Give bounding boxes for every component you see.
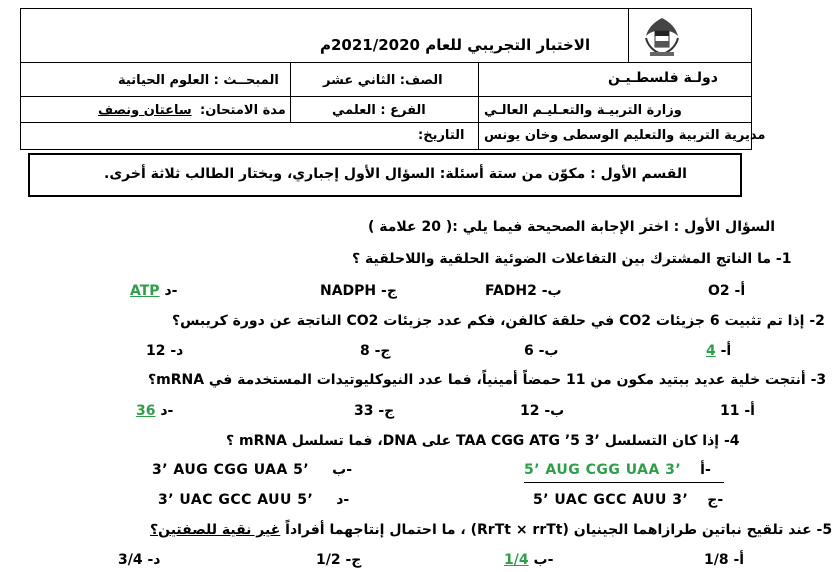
header-divider bbox=[478, 62, 479, 150]
option-b: 1/4 ب- bbox=[504, 552, 554, 568]
header-divider bbox=[20, 62, 752, 63]
grade: الصف: الثاني عشر bbox=[323, 73, 443, 88]
question-text: 4- إذا كان التسلسل ’3 TAA CGG ATG ’5 على DNA، فما تسلسل mRNA ؟ bbox=[226, 433, 740, 449]
question-text: 2- إذا تم تثبيت 6 جزيئات CO2 في حلقة كالفن، فكم عدد جزيئات CO2 الناتجة عن دورة كريبس؟ bbox=[172, 313, 825, 329]
option-d: 3’ UAC GCC AUU 5’ د- bbox=[158, 492, 350, 508]
option-a: 5’ AUG CGG UAA 3’ أ- bbox=[524, 462, 711, 478]
option-a: أ- 4 bbox=[706, 343, 732, 359]
option-b: ب- 6 bbox=[524, 343, 559, 359]
instructions-text: القسم الأول : مكوّن من ستة أسئلة: السؤال الأول إجباري، ويختار الطالب ثلاثة أخرى. bbox=[104, 166, 687, 182]
duration-label: مدة الامتحان: bbox=[200, 103, 286, 118]
option-a: أ- O2 bbox=[708, 283, 746, 299]
ministry-name: وزارة التربيـة والتعـليـم العالـي bbox=[484, 103, 682, 118]
underlined-phrase: غير نقية للصفتين؟ bbox=[150, 522, 281, 538]
option-c: ج- 8 bbox=[360, 343, 391, 359]
correct-answer: 36 bbox=[136, 403, 156, 419]
option-d: ATP د- bbox=[130, 283, 178, 299]
option-a: أ- 1/8 bbox=[704, 552, 745, 568]
option-c: ج- 33 bbox=[354, 403, 395, 419]
state-name: دولـة فلسطـيـن bbox=[608, 70, 718, 86]
directorate-name: مديرية التربية والتعليم الوسطى وخان يونس bbox=[484, 128, 766, 143]
header-divider bbox=[290, 62, 291, 122]
question-text: 5- عند تلقيح نباتين طرازاهما الجينيان (RrTt × rrTt) ، ما احتمال إنتاجهما أفراداً غير نقية للصفتين؟ bbox=[150, 522, 832, 538]
question-text: 1- ما الناتج المشترك بين التفاعلات الضوئية الحلقية واللاحلقية ؟ bbox=[352, 251, 792, 267]
branch: الفرع : العلمي bbox=[332, 103, 426, 118]
option-d: 36 د- bbox=[136, 403, 174, 419]
correct-answer: 1/4 bbox=[504, 552, 529, 568]
option-d: د- 12 bbox=[146, 343, 184, 359]
exam-title: الاختبار التجريبي للعام 2021/2020م bbox=[320, 36, 591, 54]
answer-underline bbox=[524, 482, 724, 483]
header-divider bbox=[628, 8, 629, 63]
option-a: أ- 11 bbox=[720, 403, 755, 419]
correct-answer: 4 bbox=[706, 343, 716, 359]
palestine-emblem-icon bbox=[640, 14, 684, 60]
correct-answer: ATP bbox=[130, 283, 160, 299]
option-b: ب- 12 bbox=[520, 403, 565, 419]
header-divider bbox=[20, 122, 752, 123]
option-b: ب- FADH2 bbox=[485, 283, 562, 299]
date-label: التاريخ: bbox=[418, 128, 465, 143]
subject: المبحــث : العلوم الحياتية bbox=[118, 73, 279, 88]
option-c: ج- NADPH bbox=[320, 283, 397, 299]
question-1-heading: السؤال الأول : اختر الإجابة الصحيحة فيما يلي :( 20 علامة ) bbox=[368, 219, 776, 235]
question-text: 3- أنتجت خلية عديد ببتيد مكون من 11 حمضاً أمينياً، فما عدد النيوكليوتيدات المستخدمة في mRNA؟ bbox=[148, 372, 827, 388]
option-c: 5’ UAC GCC AUU 3’ ج- bbox=[533, 492, 724, 508]
correct-answer: 5’ AUG CGG UAA 3’ bbox=[524, 462, 682, 478]
option-d: د- 3/4 bbox=[118, 552, 161, 568]
option-b: 3’ AUG CGG UAA 5’ ب- bbox=[152, 462, 353, 478]
option-c: ج- 1/2 bbox=[316, 552, 362, 568]
duration-value: ساعتان ونصف bbox=[98, 103, 192, 118]
header-divider bbox=[20, 96, 752, 97]
